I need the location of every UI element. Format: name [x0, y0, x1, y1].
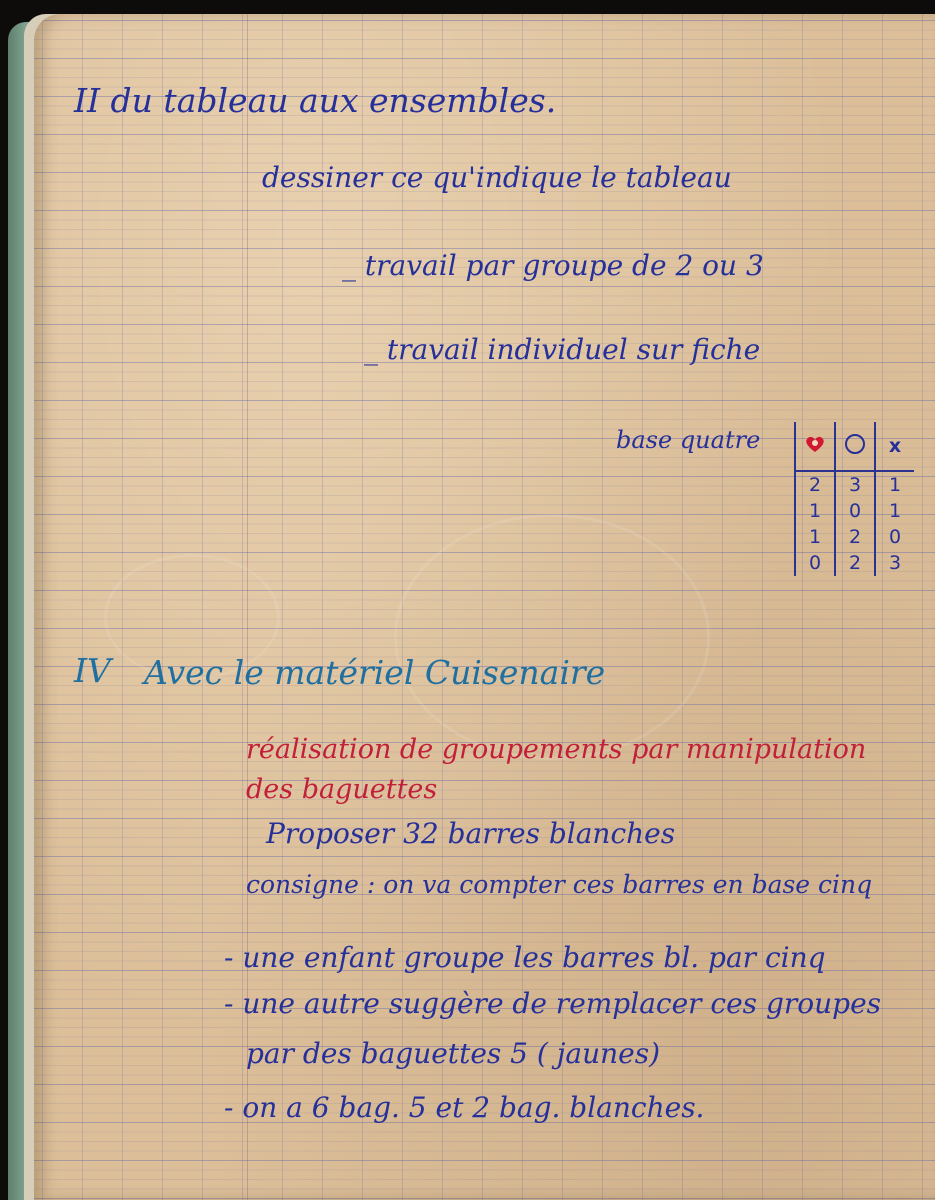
- table-cell: 3: [875, 550, 914, 576]
- section-iv-line: consigne : on va compter ces barres en base cinq: [246, 870, 873, 899]
- table-row: [795, 498, 914, 524]
- section-iv-line: - on a 6 bag. 5 et 2 bag. blanches.: [224, 1091, 705, 1124]
- table-row: [795, 471, 914, 498]
- section-iv-line: Proposer 32 barres blanches: [266, 817, 676, 850]
- table-cell: 1: [795, 524, 835, 550]
- section-iv-line: par des baguettes 5 ( jaunes): [246, 1037, 660, 1070]
- notebook-page: [34, 14, 935, 1200]
- table-cell: 2: [835, 550, 875, 576]
- filled-heart-icon: [804, 433, 826, 455]
- section-iv-red-line: réalisation de groupements par manipulation: [246, 734, 867, 765]
- x-header-label: x: [888, 435, 902, 457]
- table-header: [795, 422, 835, 471]
- table-cell: 1: [875, 498, 914, 524]
- table-cell: 0: [795, 550, 835, 576]
- table-header: [835, 422, 875, 471]
- table-header: [875, 422, 914, 471]
- table-row: [795, 524, 914, 550]
- section-iv-line: - une autre suggère de remplacer ces groupes: [224, 987, 882, 1020]
- section-iv-red-line: des baguettes: [246, 774, 438, 805]
- table-cell: 0: [875, 524, 914, 550]
- table-row: [795, 550, 914, 576]
- circle-icon: [844, 433, 866, 455]
- table-cell: 2: [835, 524, 875, 550]
- table-cell: 0: [835, 498, 875, 524]
- base-table: [794, 422, 914, 576]
- table-cell: 1: [795, 498, 835, 524]
- base-label: base quatre: [616, 426, 761, 454]
- section-iv-line: - une enfant groupe les barres bl. par cinq: [224, 941, 826, 974]
- section-ii-line: _ travail individuel sur fiche: [364, 333, 761, 366]
- embossed-stamp: [394, 514, 710, 760]
- table-cell: 2: [795, 471, 835, 498]
- table-cell: 3: [835, 471, 875, 498]
- section-iv-heading: Avec le matériel Cuisenaire: [144, 653, 606, 692]
- section-ii-line: _ travail par groupe de 2 ou 3: [342, 249, 764, 282]
- section-iv-number: IV: [74, 651, 111, 690]
- section-ii-heading: II du tableau aux ensembles.: [74, 81, 557, 120]
- table-cell: 1: [875, 471, 914, 498]
- section-ii-line: dessiner ce qu'indique le tableau: [262, 161, 732, 194]
